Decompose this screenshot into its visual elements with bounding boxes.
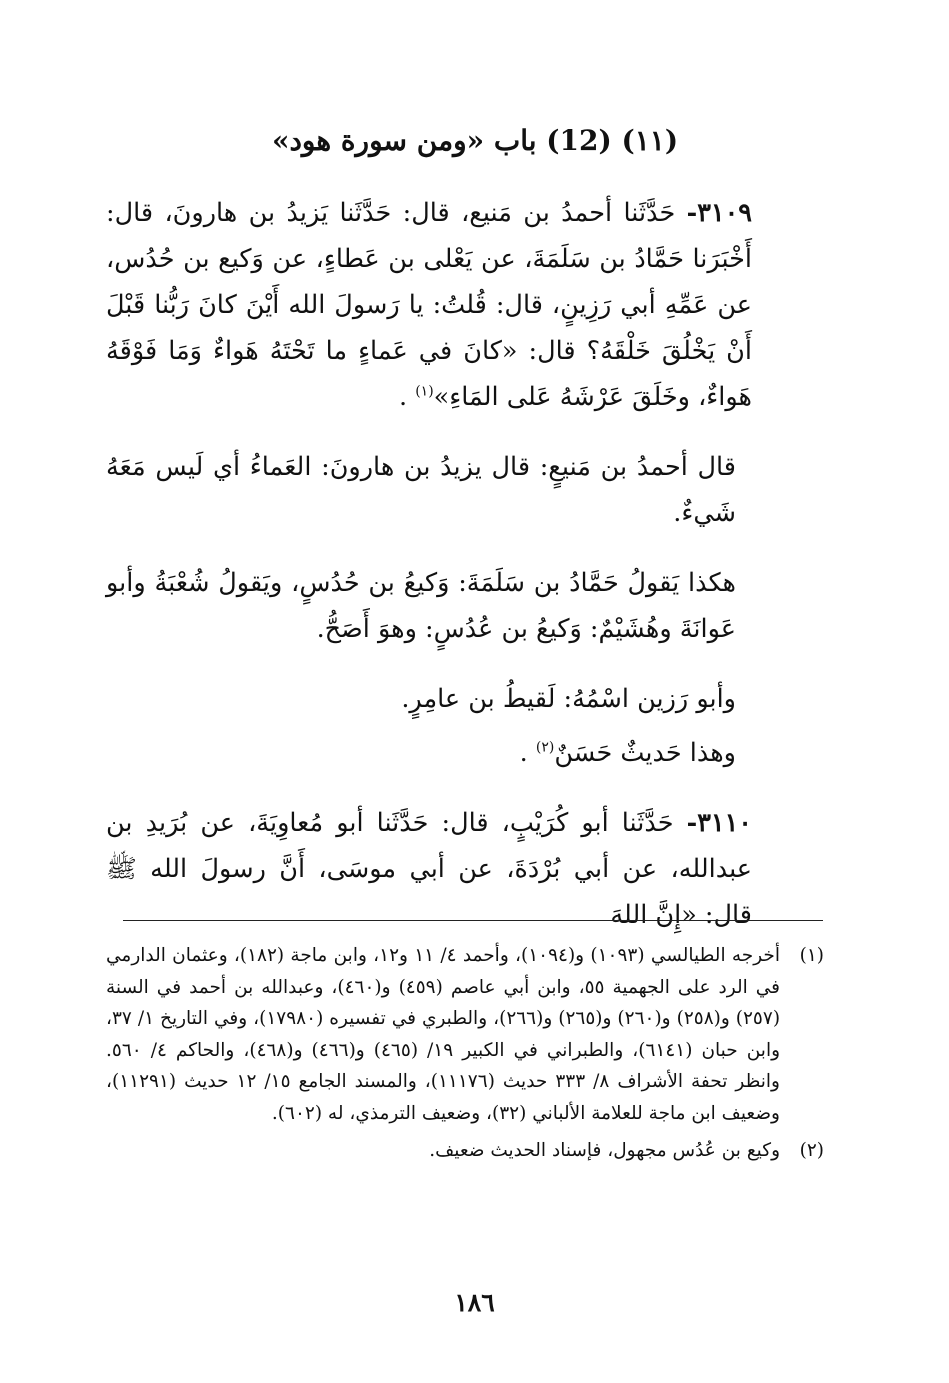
page-number: ١٨٦: [454, 1288, 495, 1317]
footnote-text: أخرجه الطيالسي (١٠٩٣) و(١٠٩٤)، وأحمد ٤/ ١١ و١٢، وابن ماجة (١٨٢)، وعثمان الدارمي في الرد على الجهمية ٥٥، وابن أبي عاصم (٤٥٩) و(٤٦٠)، وعبدالله بن أحمد في السنة (٢٥٧) و(٢٥٨) و(٢٦٠) و(٢٦٥) و(٢٦٦)، والطبري في تفسيره (١٧٩٨٠)، وفي التاريخ ١/ ٣٧، وابن حبان (٦١٤١)، والطبراني في الكبير ١٩/ (٤٦٥) و(٤٦٦) و(٤٦٨)، والحاكم ٤/ ٥٦٠. وانظر تحفة الأشراف ٨/ ٣٣٣ حديث (١١١٧٦)، والمسند الجامع ١٥/ ١٢ حديث (١١٢٩١)، وضعيف ابن ماجة للعلامة الألباني (٣٢)، وضعيف الترمذي، له (٦٠٢).: [106, 945, 781, 1124]
footnote-2: [106, 1135, 824, 1167]
hadith-number: ٣١٠٩-: [686, 198, 752, 228]
grading-text: وهذا حَديثٌ حَسَنٌ: [554, 738, 736, 768]
footnotes: [106, 940, 824, 1167]
hadith-end: .: [398, 382, 416, 412]
comment-paragraph: قال أحمدُ بن مَنيعٍ: قال يزيدُ بن هارونَ: العَماءُ أي لَيس مَعَهُ شَيءٌ.: [106, 452, 736, 528]
footnote-ref[interactable]: (٢): [535, 739, 555, 756]
chapter-heading: (١١) (12) باب «ومن سورة هود»: [271, 124, 679, 157]
comment-paragraph: وأبو رَزين اسْمُهُ: لَقيطُ بن عامِرٍ.: [401, 684, 736, 714]
comment-paragraph: هكذا يَقولُ حَمَّادُ بن سَلَمَةَ: وَكيعُ بن حُدُسٍ، ويَقولُ شُعْبَةُ وأبو عَوانَةَ وهُشَيْمٌ: وَكيعُ بن عُدُسٍ: وهوَ أَصَحُّ.: [106, 568, 737, 644]
footnote-ref[interactable]: (١): [415, 383, 434, 400]
grading-paragraph: [106, 730, 752, 776]
footnote-text: وكيع بن عُدُس مجهول، فإسناد الحديث ضعيف.: [429, 1140, 780, 1161]
grading-end: .: [519, 738, 536, 768]
hadith-number: ٣١١٠-: [686, 808, 752, 838]
hadith-text: حَدَّثَنا أبو كُرَيْبٍ، قال: حَدَّثَنا أبو مُعاوِيَةَ، عن بُرَيدِ بن عبدالله، عن أبي بُرْدَةَ، عن أبي موسَى، أَنَّ رسولَ الله ﷺ قال: «إِنَّ اللهَ: [106, 808, 752, 930]
footnote-number: (٢): [799, 1140, 824, 1161]
hadith-3110: [106, 800, 752, 938]
footnote-1: [106, 940, 824, 1129]
main-text: [106, 190, 752, 938]
footnote-number: (١): [799, 945, 824, 966]
footnote-divider: [123, 920, 823, 921]
hadith-text: حَدَّثَنا أحمدُ بن مَنيع، قال: حَدَّثَنا يَزيدُ بن هارونَ، قال: أَخْبَرَنا حَمَّادُ بن سَلَمَةَ، عن يَعْلى بن عَطاءٍ، عن وَكيع بن حُدُس، عن عَمِّهِ أبي رَزِينٍ، قال: قُلتُ: يا رَسولَ الله أَيْنَ كانَ رَبُّنا قَبْلَ أَنْ يَخْلُقَ خَلْقَهُ؟ قال: «كانَ في عَماءٍ ما تَحْتَهُ هَواءٌ وَمَا فَوْقَهُ هَواءٌ، وخَلَقَ عَرْشَهُ عَلى المَاءِ»: [106, 198, 752, 412]
hadith-3109: [106, 190, 752, 420]
